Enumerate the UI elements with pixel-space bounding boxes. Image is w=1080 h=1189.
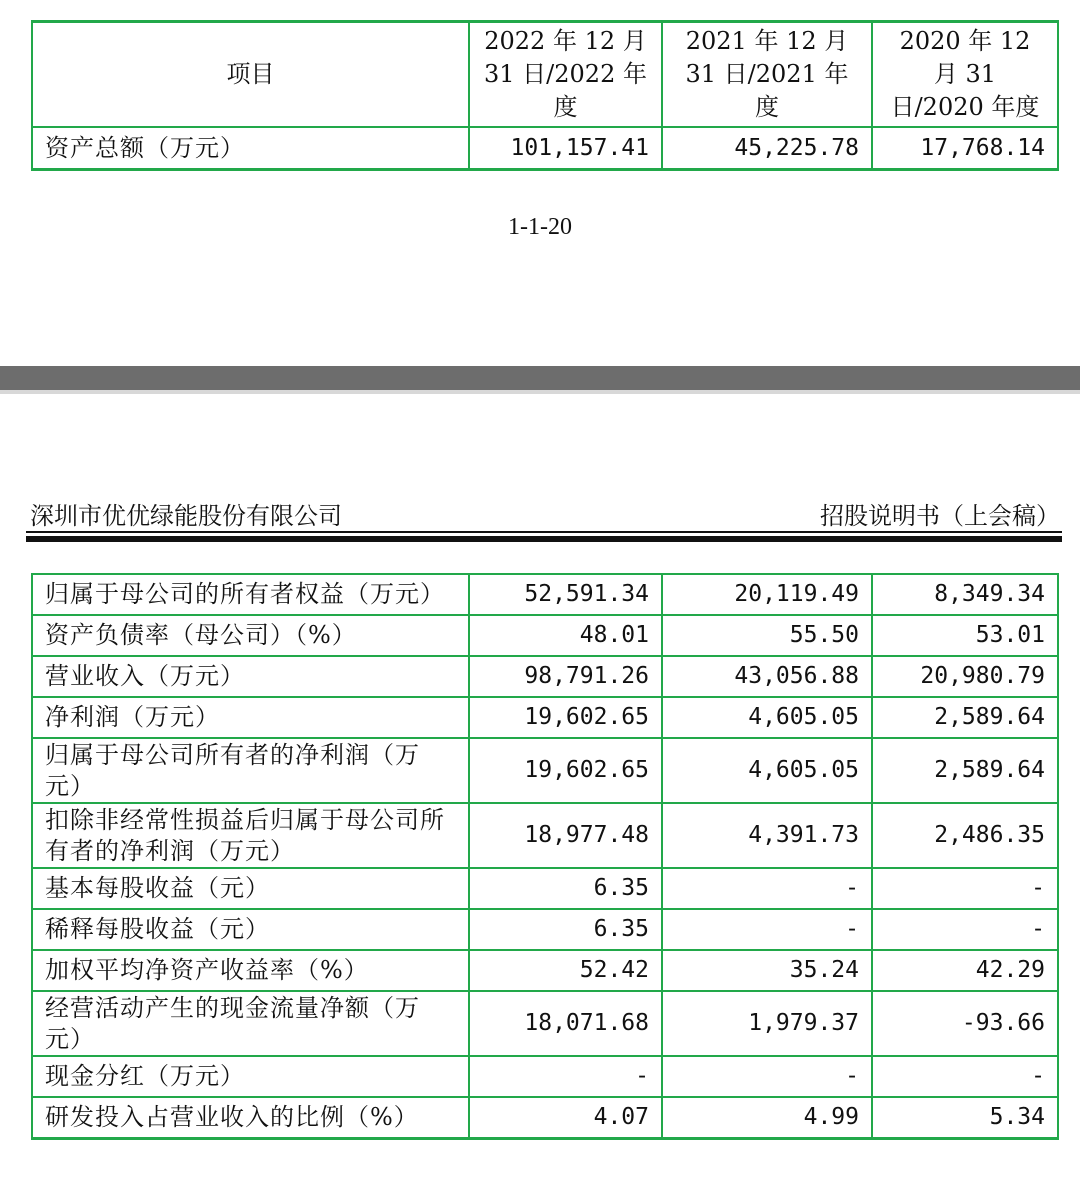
value-2020: 2,486.35 bbox=[872, 803, 1058, 868]
value-2020: - bbox=[872, 868, 1058, 909]
table-row bbox=[32, 1056, 1058, 1097]
table-row bbox=[32, 803, 1058, 868]
value-2021: 43,056.88 bbox=[662, 656, 872, 697]
value-2021: 35.24 bbox=[662, 950, 872, 991]
table-row bbox=[32, 656, 1058, 697]
table-row bbox=[32, 697, 1058, 738]
value-2022: 98,791.26 bbox=[469, 656, 662, 697]
value-2020: - bbox=[872, 1056, 1058, 1097]
running-header bbox=[30, 496, 1060, 528]
table-row bbox=[32, 574, 1058, 615]
table-row bbox=[32, 738, 1058, 803]
page-number: 1-1-20 bbox=[508, 214, 572, 240]
value-2021: 20,119.49 bbox=[662, 574, 872, 615]
header-rule-thick bbox=[26, 536, 1062, 542]
value-2022: 101,157.41 bbox=[469, 127, 662, 170]
value-2021: 4,605.05 bbox=[662, 697, 872, 738]
value-2022: 18,071.68 bbox=[469, 991, 662, 1056]
value-2022: 19,602.65 bbox=[469, 738, 662, 803]
row-label: 研发投入占营业收入的比例（%） bbox=[32, 1097, 469, 1139]
value-2022: 18,977.48 bbox=[469, 803, 662, 868]
value-2022: 6.35 bbox=[469, 868, 662, 909]
header-rule bbox=[26, 531, 1062, 533]
page-separator bbox=[0, 366, 1080, 390]
value-2021: 4.99 bbox=[662, 1097, 872, 1139]
value-2020: 8,349.34 bbox=[872, 574, 1058, 615]
table-row bbox=[32, 868, 1058, 909]
row-label: 经营活动产生的现金流量净额（万元） bbox=[32, 991, 469, 1056]
table-row bbox=[32, 950, 1058, 991]
row-label: 归属于母公司的所有者权益（万元） bbox=[32, 574, 469, 615]
bottom-financial-table bbox=[31, 573, 1059, 1140]
value-2021: 45,225.78 bbox=[662, 127, 872, 170]
value-2020: 42.29 bbox=[872, 950, 1058, 991]
value-2020: 5.34 bbox=[872, 1097, 1058, 1139]
value-2020: 20,980.79 bbox=[872, 656, 1058, 697]
value-2020: 53.01 bbox=[872, 615, 1058, 656]
table-header-row bbox=[32, 22, 1058, 128]
value-2022: - bbox=[469, 1056, 662, 1097]
value-2020: 17,768.14 bbox=[872, 127, 1058, 170]
value-2021: 4,391.73 bbox=[662, 803, 872, 868]
row-label: 资产总额（万元） bbox=[32, 127, 469, 170]
value-2021: 4,605.05 bbox=[662, 738, 872, 803]
document-type: 招股说明书（上会稿） bbox=[820, 502, 1060, 530]
company-name: 深圳市优优绿能股份有限公司 bbox=[30, 502, 342, 530]
page-separator-shadow bbox=[0, 390, 1080, 394]
value-2022: 6.35 bbox=[469, 909, 662, 950]
row-label: 资产负债率（母公司）（%） bbox=[32, 615, 469, 656]
table-row bbox=[32, 1097, 1058, 1139]
row-label: 基本每股收益（元） bbox=[32, 868, 469, 909]
row-label: 现金分红（万元） bbox=[32, 1056, 469, 1097]
value-2020: 2,589.64 bbox=[872, 738, 1058, 803]
value-2020: -93.66 bbox=[872, 991, 1058, 1056]
row-label: 营业收入（万元） bbox=[32, 656, 469, 697]
header-item: 项目 bbox=[32, 22, 469, 128]
table-row bbox=[32, 909, 1058, 950]
value-2022: 52.42 bbox=[469, 950, 662, 991]
row-label: 稀释每股收益（元） bbox=[32, 909, 469, 950]
value-2020: 2,589.64 bbox=[872, 697, 1058, 738]
value-2021: - bbox=[662, 1056, 872, 1097]
header-2020: 2020 年 12 月 31 日/2020 年度 bbox=[872, 22, 1058, 128]
top-financial-table bbox=[31, 20, 1059, 171]
table-row bbox=[32, 127, 1058, 170]
row-label: 净利润（万元） bbox=[32, 697, 469, 738]
value-2022: 4.07 bbox=[469, 1097, 662, 1139]
row-label: 扣除非经常性损益后归属于母公司所有者的净利润（万元） bbox=[32, 803, 469, 868]
value-2022: 52,591.34 bbox=[469, 574, 662, 615]
header-2021: 2021 年 12 月 31 日/2021 年度 bbox=[662, 22, 872, 128]
table-row bbox=[32, 991, 1058, 1056]
value-2021: - bbox=[662, 909, 872, 950]
value-2021: - bbox=[662, 868, 872, 909]
value-2022: 48.01 bbox=[469, 615, 662, 656]
value-2021: 1,979.37 bbox=[662, 991, 872, 1056]
value-2022: 19,602.65 bbox=[469, 697, 662, 738]
value-2021: 55.50 bbox=[662, 615, 872, 656]
header-2022: 2022 年 12 月 31 日/2022 年度 bbox=[469, 22, 662, 128]
value-2020: - bbox=[872, 909, 1058, 950]
row-label: 归属于母公司所有者的净利润（万元） bbox=[32, 738, 469, 803]
row-label: 加权平均净资产收益率（%） bbox=[32, 950, 469, 991]
table-row bbox=[32, 615, 1058, 656]
